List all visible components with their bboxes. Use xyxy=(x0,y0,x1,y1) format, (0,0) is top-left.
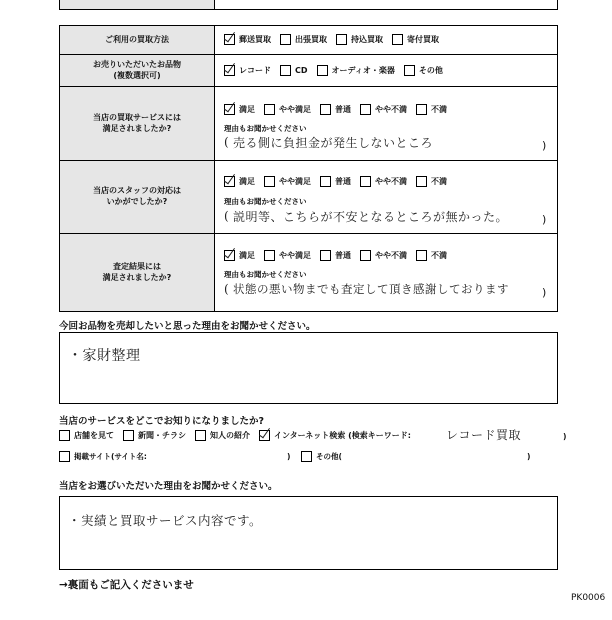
service-option-2[interactable] xyxy=(320,104,351,115)
staff-option-label: やや満足 xyxy=(279,177,311,186)
purchase-method-label: ご利用の買取方法 xyxy=(60,26,215,55)
service-option-3[interactable] xyxy=(360,104,407,115)
purchase-method-option-label: 出張買取 xyxy=(295,35,327,44)
staff-checkbox-1[interactable] xyxy=(264,176,275,187)
staff-reason-text[interactable]: 説明等、こちらが不安となるところが無かった。 xyxy=(233,210,509,224)
other-row xyxy=(301,451,342,462)
appraisal-option-label: 普通 xyxy=(335,251,351,260)
appraisal-checkbox-1[interactable] xyxy=(264,250,275,261)
service-checkbox-4[interactable] xyxy=(416,104,427,115)
purchase-method-checkbox-2[interactable] xyxy=(336,34,347,45)
top-partial-box xyxy=(59,0,558,10)
how-known-option-label: 知人の紹介 xyxy=(210,431,250,440)
staff-checkbox-3[interactable] xyxy=(360,176,371,187)
staff-response-options xyxy=(224,176,456,187)
staff-reason-open: ( xyxy=(224,209,230,223)
service-option-4[interactable] xyxy=(416,104,447,115)
appraisal-checkbox-3[interactable] xyxy=(360,250,371,261)
appraisal-reason-open: ( xyxy=(224,282,230,296)
items-sold-option-1[interactable] xyxy=(280,65,308,76)
items-sold-option-3[interactable] xyxy=(404,65,443,76)
how-known-option-2[interactable] xyxy=(195,430,250,441)
items-sold-option-label: CD xyxy=(295,66,308,75)
how-known-options xyxy=(59,430,420,441)
staff-option-label: 満足 xyxy=(239,177,255,186)
appraisal-option-4[interactable] xyxy=(416,250,447,261)
purchase-method-option-label: 郵送買取 xyxy=(239,35,271,44)
back-side-note: →裏面もご記入くださいませ xyxy=(59,579,194,591)
purchase-method-checkbox-0[interactable] xyxy=(224,34,235,45)
service-satisfaction-label: 当店の買取サービスには 満足されましたか? xyxy=(60,87,215,161)
staff-option-2[interactable] xyxy=(320,176,351,187)
appraisal-option-label: 不満 xyxy=(431,251,447,260)
purchase-method-option-0[interactable] xyxy=(224,34,271,45)
why-sell-question: 今回お品物を売却したいと思った理由をお聞かせください。 xyxy=(59,321,316,332)
appraisal-option-label: やや不満 xyxy=(375,251,407,260)
why-choose-question: 当店をお選びいただいた理由をお聞かせください。 xyxy=(59,481,278,492)
items-sold-checkbox-0[interactable] xyxy=(224,65,235,76)
staff-checkbox-2[interactable] xyxy=(320,176,331,187)
other-close: ) xyxy=(527,452,531,461)
appraisal-option-1[interactable] xyxy=(264,250,311,261)
purchase-method-checkbox-3[interactable] xyxy=(392,34,403,45)
purchase-method-option-label: 持込買取 xyxy=(351,35,383,44)
items-sold-checkbox-3[interactable] xyxy=(404,65,415,76)
service-reason-open: ( xyxy=(224,135,230,149)
how-known-option-label: 新聞・チラシ xyxy=(138,431,186,440)
appraisal-result-label: 査定結果には 満足されましたか? xyxy=(60,234,215,311)
how-known-checkbox-2[interactable] xyxy=(195,430,206,441)
purchase-method-option-label: 寄付買取 xyxy=(407,35,439,44)
appraisal-option-0[interactable] xyxy=(224,250,255,261)
service-checkbox-2[interactable] xyxy=(320,104,331,115)
items-sold-option-label: オーディオ・楽器 xyxy=(331,66,395,75)
staff-reason-close: ) xyxy=(542,213,547,226)
items-sold-option-label: レコード xyxy=(239,66,271,75)
service-satisfaction-options xyxy=(224,104,456,115)
service-option-label: 満足 xyxy=(239,105,255,114)
how-known-checkbox-0[interactable] xyxy=(59,430,70,441)
site-row xyxy=(59,451,147,462)
service-checkbox-0[interactable] xyxy=(224,104,235,115)
staff-option-3[interactable] xyxy=(360,176,407,187)
service-checkbox-3[interactable] xyxy=(360,104,371,115)
other-checkbox[interactable] xyxy=(301,451,312,462)
survey-table xyxy=(59,25,558,312)
how-known-checkbox-3[interactable] xyxy=(259,430,270,441)
staff-checkbox-4[interactable] xyxy=(416,176,427,187)
why-sell-answer: ・家財整理 xyxy=(68,348,141,364)
how-known-option-1[interactable] xyxy=(123,430,186,441)
how-known-option-0[interactable] xyxy=(59,430,114,441)
service-option-label: 普通 xyxy=(335,105,351,114)
appraisal-option-3[interactable] xyxy=(360,250,407,261)
staff-option-4[interactable] xyxy=(416,176,447,187)
items-sold-option-0[interactable] xyxy=(224,65,271,76)
purchase-method-option-3[interactable] xyxy=(392,34,439,45)
items-sold-option-2[interactable] xyxy=(317,65,395,76)
items-sold-checkbox-1[interactable] xyxy=(280,65,291,76)
service-option-1[interactable] xyxy=(264,104,311,115)
how-known-option-label: インターネット検索 (検索キーワード: xyxy=(274,431,411,440)
site-close: ) xyxy=(287,452,291,461)
search-keyword-close: ) xyxy=(563,432,567,441)
appraisal-reason-label: 理由もお聞かせください xyxy=(224,270,307,279)
appraisal-result-options xyxy=(224,250,456,261)
service-option-0[interactable] xyxy=(224,104,255,115)
purchase-method-option-1[interactable] xyxy=(280,34,327,45)
items-sold-option-label: その他 xyxy=(418,66,443,75)
items-sold-checkbox-2[interactable] xyxy=(317,65,328,76)
service-checkbox-1[interactable] xyxy=(264,104,275,115)
appraisal-reason-text[interactable]: 状態の悪い物までも査定して頂き感謝しております xyxy=(233,282,509,296)
document-code: PK0006 xyxy=(571,593,606,603)
staff-option-1[interactable] xyxy=(264,176,311,187)
why-choose-answer: ・実績と買取サービス内容です。 xyxy=(68,513,263,528)
service-option-label: やや満足 xyxy=(279,105,311,114)
purchase-method-option-2[interactable] xyxy=(336,34,383,45)
purchase-method-options xyxy=(224,34,448,45)
appraisal-checkbox-2[interactable] xyxy=(320,250,331,261)
staff-reason-label: 理由もお聞かせください xyxy=(224,197,307,206)
why-sell-answer-box[interactable] xyxy=(59,332,558,404)
staff-option-label: 不満 xyxy=(431,177,447,186)
how-known-option-3[interactable] xyxy=(259,430,411,441)
appraisal-option-label: 満足 xyxy=(239,251,255,260)
staff-option-label: やや不満 xyxy=(375,177,407,186)
appraisal-checkbox-0[interactable] xyxy=(224,250,235,261)
appraisal-option-2[interactable] xyxy=(320,250,351,261)
how-known-option-label: 店舗を見て xyxy=(74,431,114,440)
site-label: 掲載サイト(サイト名: xyxy=(74,452,147,461)
staff-checkbox-0[interactable] xyxy=(224,176,235,187)
service-option-label: やや不満 xyxy=(375,105,407,114)
appraisal-option-label: やや満足 xyxy=(279,251,311,260)
service-reason-label: 理由もお聞かせください xyxy=(224,124,307,133)
appraisal-checkbox-4[interactable] xyxy=(416,250,427,261)
appraisal-reason-close: ) xyxy=(542,286,547,299)
service-reason-text[interactable]: 売る側に負担金が発生しないところ xyxy=(233,136,434,150)
how-known-question: 当店のサービスをどこでお知りになりましたか? xyxy=(59,416,265,427)
how-known-checkbox-1[interactable] xyxy=(123,430,134,441)
staff-response-label: 当店のスタッフの対応は いかがでしたか? xyxy=(60,161,215,234)
service-reason-close: ) xyxy=(542,139,547,152)
service-option-label: 不満 xyxy=(431,105,447,114)
site-checkbox[interactable] xyxy=(59,451,70,462)
items-sold-options xyxy=(224,65,452,76)
staff-option-label: 普通 xyxy=(335,177,351,186)
other-label: その他( xyxy=(316,452,342,461)
why-choose-answer-box[interactable] xyxy=(59,496,558,570)
search-keyword[interactable]: レコード買取 xyxy=(446,428,522,442)
staff-option-0[interactable] xyxy=(224,176,255,187)
purchase-method-checkbox-1[interactable] xyxy=(280,34,291,45)
items-sold-label: お売りいただいたお品物 (複数選択可) xyxy=(60,55,215,87)
